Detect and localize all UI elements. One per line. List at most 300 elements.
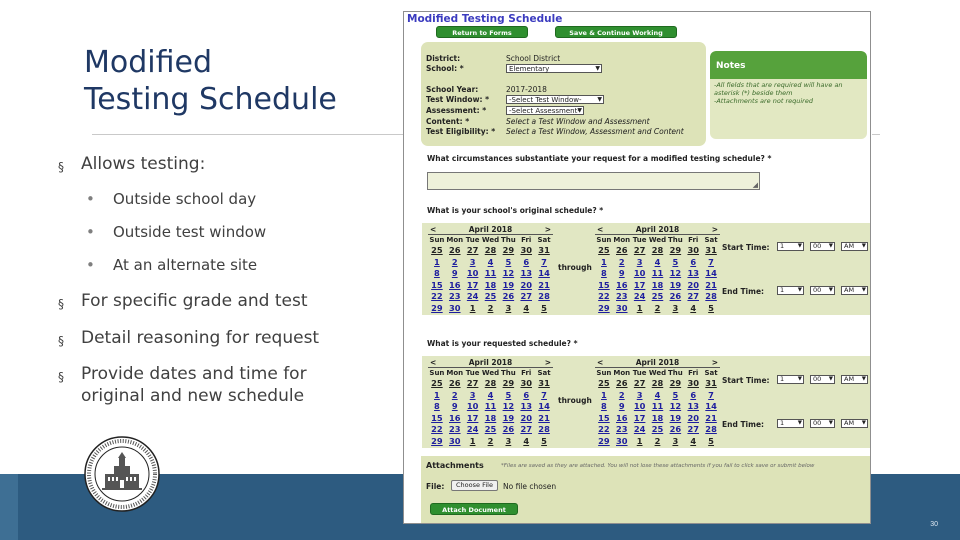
calendar-day[interactable]: 25 (431, 378, 443, 388)
requested-schedule (422, 356, 871, 448)
calendar-day[interactable]: 8 (434, 401, 440, 412)
calendar-day[interactable]: 12 (669, 401, 682, 412)
calendar-day[interactable]: 7 (541, 256, 547, 267)
calendar-day[interactable]: 1 (434, 389, 440, 400)
end-hour-select[interactable]: 1 ▼ (777, 286, 804, 295)
calendar-day[interactable]: 11 (651, 268, 664, 279)
bullet-marker-icon: § (58, 160, 64, 174)
calendar-day[interactable]: 7 (708, 256, 714, 267)
calendar-day[interactable]: 20 (520, 412, 532, 423)
requested-end-calendar[interactable] (595, 358, 720, 448)
calendar-day[interactable]: 3 (672, 435, 679, 446)
calendar-day[interactable]: 1 (469, 435, 476, 446)
calendar-day[interactable]: 19 (502, 279, 515, 290)
weekday-label: Mon (446, 236, 464, 244)
calendar-day[interactable]: 19 (669, 279, 682, 290)
calendar-day[interactable]: 3 (672, 302, 679, 313)
calendar-day[interactable]: 6 (690, 389, 697, 400)
calendar-day[interactable]: 25 (598, 245, 610, 255)
start-minute-select[interactable]: 00 ▼ (810, 375, 835, 384)
weekday-label: Wed (648, 369, 667, 377)
calendar-day[interactable]: 23 (616, 424, 628, 435)
choose-file-button[interactable]: Choose File (451, 480, 498, 491)
calendar-day[interactable]: 27 (466, 245, 479, 255)
calendar-month: April 2018 (468, 358, 513, 367)
school-select[interactable]: Elementary ▼ (506, 64, 602, 73)
calendar-day[interactable]: 11 (484, 401, 497, 412)
next-month-icon[interactable]: > (711, 225, 718, 234)
calendar-day[interactable]: 10 (466, 401, 479, 412)
calendar-day[interactable]: 2 (618, 256, 625, 267)
start-minute-select[interactable]: 00 ▼ (810, 242, 835, 251)
calendar-day[interactable]: 21 (538, 412, 550, 423)
calendar-days (428, 378, 553, 448)
calendar-day[interactable]: 17 (466, 412, 479, 423)
calendar-day[interactable]: 29 (598, 302, 610, 313)
calendar-day[interactable]: 2 (451, 389, 458, 400)
weekday-label: Sat (704, 369, 718, 377)
test-window-select[interactable]: -Select Test Window- ▼ (506, 95, 604, 104)
calendar-day[interactable]: 1 (636, 435, 643, 446)
sub-bullet-marker-icon: • (86, 256, 95, 274)
bullet-marker-icon: § (58, 370, 64, 384)
bullet-item: § Detail reasoning for request (58, 327, 319, 352)
weekday-label: Tue (632, 236, 647, 244)
prev-month-icon[interactable]: < (597, 225, 604, 234)
weekday-label: Tue (632, 369, 647, 377)
weekday-label: Thu (667, 369, 683, 377)
weekday-label: Tue (465, 236, 480, 244)
calendar-day[interactable]: 11 (484, 268, 497, 279)
attachments-note: *Files are saved as they are attached. You will not lose these attachments if you fail to click save or submit below (501, 463, 815, 469)
calendar-day[interactable]: 1 (636, 302, 643, 313)
calendar-day[interactable]: 5 (708, 302, 714, 313)
bullet-item: § For specific grade and test (58, 290, 308, 315)
circumstance-question: What circumstances substantiate your request for a modified testing schedule? * (427, 154, 772, 163)
calendar-day[interactable]: 25 (431, 245, 443, 255)
weekday-label: Sun (596, 236, 612, 244)
calendar-day[interactable]: 10 (466, 268, 479, 279)
end-ampm-select[interactable]: AM ▼ (841, 286, 868, 295)
calendar-day[interactable]: 21 (705, 279, 717, 290)
end-ampm-select[interactable]: AM ▼ (841, 419, 868, 428)
calendar-day[interactable]: 27 (466, 378, 479, 388)
calendar-day[interactable]: 15 (431, 412, 443, 423)
calendar-day[interactable]: 31 (705, 378, 717, 388)
end-hour-select[interactable]: 1 ▼ (777, 419, 804, 428)
calendar-day[interactable]: 4 (487, 256, 494, 267)
calendar-day[interactable]: 13 (687, 268, 699, 279)
assessment-select[interactable]: -Select Assessment- ▼ (506, 106, 584, 115)
calendar-day[interactable]: 2 (487, 302, 494, 313)
calendar-day[interactable]: 2 (654, 302, 661, 313)
weekday-label: Sun (429, 236, 445, 244)
weekday-label: Mon (613, 369, 631, 377)
calendar-day[interactable]: 28 (484, 245, 497, 255)
calendar-day[interactable]: 5 (541, 435, 547, 446)
district-label: District: (426, 54, 461, 63)
calendar-day[interactable]: 29 (669, 378, 682, 388)
calendar-day[interactable]: 30 (687, 378, 699, 388)
school-label: School: (426, 64, 458, 73)
calendar-weekdays (595, 235, 720, 245)
calendar-day[interactable]: 22 (431, 424, 443, 435)
slide-title-line1: Modified (84, 45, 213, 80)
calendar-day[interactable]: 9 (451, 268, 458, 279)
title-divider-right (872, 134, 880, 135)
requested-schedule-question: What is your requested schedule? * (427, 339, 578, 348)
calendar-day[interactable]: 26 (449, 245, 461, 255)
calendar-day[interactable]: 25 (484, 291, 497, 302)
bullet-marker-icon: § (58, 334, 64, 348)
calendar-day[interactable]: 31 (538, 378, 550, 388)
calendar-day[interactable]: 30 (687, 245, 699, 255)
bullet-item: § Allows testing: (58, 153, 205, 178)
attachments-panel (421, 456, 871, 524)
weekday-label: Sat (537, 369, 551, 377)
calendar-day[interactable]: 20 (520, 279, 532, 290)
calendar-day[interactable]: 28 (705, 424, 717, 435)
original-schedule-question: What is your school's original schedule? * (427, 206, 604, 215)
calendar-day[interactable]: 12 (669, 268, 682, 279)
content-label: Content: (426, 117, 463, 126)
calendar-day[interactable]: 29 (502, 245, 515, 255)
calendar-weekdays (428, 235, 553, 245)
calendar-day[interactable]: 18 (651, 279, 664, 290)
weekday-label: Mon (613, 236, 631, 244)
calendar-day[interactable]: 25 (484, 424, 497, 435)
school-info-panel: District: School District School: * Elementary ▼ School Year: 2017-2018 Test Window: * -Select Test Window- ▼ Assessment: * -Select Assessment- ▼ Content: * Select a Test Window and Assessment Test Eligibility: * Select a Test Window, Assessment and Content (421, 42, 706, 146)
eligibility-value: Select a Test Window, Assessment and Content (506, 127, 684, 136)
calendar-day[interactable]: 7 (708, 389, 714, 400)
assessment-label: Assessment: (426, 106, 480, 115)
calendar-day[interactable]: 25 (651, 291, 664, 302)
calendar-day[interactable]: 14 (538, 268, 550, 279)
department-seal-icon (84, 436, 160, 512)
calendar-day[interactable]: 22 (431, 291, 443, 302)
calendar-day[interactable]: 5 (505, 256, 512, 267)
start-ampm-select[interactable]: AM ▼ (841, 242, 868, 251)
calendar-day[interactable]: 1 (601, 256, 607, 267)
calendar-day[interactable]: 27 (633, 378, 646, 388)
through-label: through (558, 263, 592, 272)
calendar-day[interactable]: 15 (598, 412, 610, 423)
calendar-day[interactable]: 19 (669, 412, 682, 423)
weekday-label: Wed (648, 236, 667, 244)
calendar-day[interactable]: 24 (466, 291, 479, 302)
calendar-day[interactable]: 26 (449, 378, 461, 388)
calendar-day[interactable]: 2 (618, 389, 625, 400)
calendar-day[interactable]: 27 (687, 291, 699, 302)
return-to-forms-button[interactable]: Return to Forms (436, 26, 528, 38)
calendar-day[interactable]: 26 (616, 378, 628, 388)
calendar-day[interactable]: 13 (687, 401, 699, 412)
calendar-day[interactable]: 3 (469, 389, 476, 400)
calendar-day[interactable]: 1 (469, 302, 476, 313)
calendar-day[interactable]: 23 (449, 424, 461, 435)
weekday-label: Fri (688, 369, 699, 377)
calendar-day[interactable]: 5 (672, 256, 679, 267)
next-month-icon[interactable]: > (711, 358, 718, 367)
calendar-day[interactable]: 18 (484, 279, 497, 290)
calendar-day[interactable]: 21 (705, 412, 717, 423)
calendar-day[interactable]: 13 (520, 268, 532, 279)
sub-bullet-marker-icon: • (86, 223, 95, 241)
weekday-label: Wed (481, 369, 500, 377)
eligibility-label: Test Eligibility: (426, 127, 489, 136)
calendar-day[interactable]: 4 (690, 435, 697, 446)
calendar-day[interactable]: 8 (601, 401, 607, 412)
prev-month-icon[interactable]: < (430, 358, 437, 367)
calendar-day[interactable]: 5 (541, 302, 547, 313)
weekday-label: Fri (521, 369, 532, 377)
calendar-day[interactable]: 26 (669, 424, 682, 435)
calendar-day[interactable]: 2 (487, 435, 494, 446)
calendar-day[interactable]: 26 (502, 424, 515, 435)
weekday-label: Tue (465, 369, 480, 377)
calendar-day[interactable]: 17 (633, 279, 646, 290)
calendar-day[interactable]: 5 (708, 435, 714, 446)
calendar-day[interactable]: 28 (651, 378, 664, 388)
start-ampm-select[interactable]: AM ▼ (841, 375, 868, 384)
calendar-weekdays (428, 368, 553, 378)
calendar-day[interactable]: 22 (598, 424, 610, 435)
calendar-day[interactable]: 5 (672, 389, 679, 400)
form-title: Modified Testing Schedule (407, 13, 563, 25)
calendar-day[interactable]: 6 (690, 256, 697, 267)
end-minute-select[interactable]: 00 ▼ (810, 286, 835, 295)
calendar-day[interactable]: 27 (633, 245, 646, 255)
calendar-day[interactable]: 3 (505, 435, 512, 446)
calendar-day[interactable]: 9 (618, 268, 625, 279)
calendar-day[interactable]: 29 (669, 245, 682, 255)
calendar-day[interactable]: 7 (541, 389, 547, 400)
calendar-day[interactable]: 16 (616, 412, 628, 423)
calendar-day[interactable]: 16 (616, 279, 628, 290)
calendar-day[interactable]: 28 (484, 378, 497, 388)
calendar-day[interactable]: 30 (616, 435, 628, 446)
weekday-label: Thu (500, 369, 516, 377)
calendar-header (428, 358, 553, 368)
calendar-day[interactable]: 16 (449, 279, 461, 290)
weekday-label: Fri (688, 236, 699, 244)
attachments-title: Attachments (426, 461, 484, 470)
calendar-day[interactable]: 8 (601, 268, 607, 279)
weekday-label: Sun (429, 369, 445, 377)
calendar-day[interactable]: 26 (502, 291, 515, 302)
next-month-icon[interactable]: > (544, 358, 551, 367)
calendar-day[interactable]: 22 (598, 291, 610, 302)
calendar-day[interactable]: 17 (633, 412, 646, 423)
through-label: through (558, 396, 592, 405)
calendar-days (595, 378, 720, 448)
calendar-day[interactable]: 2 (654, 435, 661, 446)
original-end-calendar[interactable] (595, 225, 720, 315)
calendar-day[interactable]: 4 (654, 389, 661, 400)
calendar-day[interactable]: 25 (651, 424, 664, 435)
calendar-day[interactable]: 12 (502, 268, 515, 279)
calendar-day[interactable]: 31 (538, 245, 550, 255)
attach-document-button[interactable]: Attach Document (430, 503, 518, 515)
save-continue-button[interactable]: Save & Continue Working (555, 26, 677, 38)
calendar-day[interactable]: 23 (616, 291, 628, 302)
calendar-day[interactable]: 30 (520, 245, 532, 255)
calendar-day[interactable]: 28 (651, 245, 664, 255)
title-divider (92, 134, 404, 135)
calendar-day[interactable]: 3 (505, 302, 512, 313)
footer-band-accent (0, 474, 18, 540)
requested-start-calendar[interactable] (428, 358, 553, 448)
calendar-day[interactable]: 14 (705, 401, 717, 412)
weekday-label: Sat (704, 236, 718, 244)
calendar-month: April 2018 (635, 225, 680, 234)
calendar-day[interactable]: 9 (451, 401, 458, 412)
calendar-day[interactable]: 20 (687, 412, 699, 423)
sub-bullet-item: • Outside test window (86, 223, 267, 241)
calendar-day[interactable]: 24 (633, 291, 646, 302)
calendar-day[interactable]: 5 (505, 389, 512, 400)
calendar-day[interactable]: 30 (520, 378, 532, 388)
calendar-day[interactable]: 15 (598, 279, 610, 290)
calendar-day[interactable]: 17 (466, 279, 479, 290)
calendar-day[interactable]: 30 (449, 435, 461, 446)
calendar-day[interactable]: 30 (616, 302, 628, 313)
calendar-day[interactable]: 14 (705, 268, 717, 279)
calendar-day[interactable]: 24 (466, 424, 479, 435)
calendar-day[interactable]: 3 (636, 256, 643, 267)
slide-title (84, 44, 384, 118)
calendar-day[interactable]: 10 (633, 401, 646, 412)
calendar-day[interactable]: 4 (523, 435, 530, 446)
calendar-day[interactable]: 31 (705, 245, 717, 255)
calendar-day[interactable]: 29 (431, 302, 443, 313)
notes-text-2: -Attachments are not required (714, 97, 813, 105)
calendar-header (595, 358, 720, 368)
calendar-day[interactable]: 13 (520, 401, 532, 412)
weekday-label: Sat (537, 236, 551, 244)
calendar-day[interactable]: 29 (502, 378, 515, 388)
calendar-month: April 2018 (468, 225, 513, 234)
calendar-day[interactable]: 1 (601, 389, 607, 400)
weekday-label: Thu (667, 236, 683, 244)
calendar-header (595, 225, 720, 235)
page-number: 30 (930, 521, 938, 528)
sub-bullet-item: • Outside school day (86, 190, 257, 208)
calendar-day[interactable]: 27 (687, 424, 699, 435)
calendar-month: April 2018 (635, 358, 680, 367)
start-hour-select[interactable]: 1 ▼ (777, 375, 804, 384)
notes-title: Notes (710, 51, 867, 79)
calendar-day[interactable]: 2 (451, 256, 458, 267)
end-time-label: End Time: (722, 420, 765, 429)
test-window-label: Test Window: (426, 95, 483, 104)
calendar-day[interactable]: 29 (431, 435, 443, 446)
calendar-day[interactable]: 14 (538, 401, 550, 412)
original-schedule (422, 223, 871, 315)
calendar-day[interactable]: 27 (520, 291, 532, 302)
start-time-label: Start Time: (722, 376, 770, 385)
slide-title-line2: Testing Schedule (84, 82, 337, 117)
sub-bullet-marker-icon: • (86, 190, 95, 208)
weekday-label: Fri (521, 236, 532, 244)
prev-month-icon[interactable]: < (597, 358, 604, 367)
calendar-day[interactable]: 26 (669, 291, 682, 302)
end-time-label: End Time: (722, 287, 765, 296)
calendar-day[interactable]: 24 (633, 424, 646, 435)
content-value: Select a Test Window and Assessment (506, 117, 650, 126)
calendar-days (595, 245, 720, 315)
calendar-day[interactable]: 21 (538, 279, 550, 290)
no-file-text: No file chosen (503, 482, 557, 491)
calendar-day[interactable]: 6 (523, 389, 530, 400)
end-minute-select[interactable]: 00 ▼ (810, 419, 835, 428)
calendar-day[interactable]: 27 (520, 424, 532, 435)
district-value: School District (506, 54, 561, 63)
start-hour-select[interactable]: 1 ▼ (777, 242, 804, 251)
calendar-weekdays (595, 368, 720, 378)
next-month-icon[interactable]: > (544, 225, 551, 234)
original-start-calendar[interactable] (428, 225, 553, 315)
calendar-day[interactable]: 4 (654, 256, 661, 267)
calendar-day[interactable]: 16 (449, 412, 461, 423)
calendar-day[interactable]: 28 (538, 291, 550, 302)
calendar-day[interactable]: 4 (690, 302, 697, 313)
calendar-day[interactable]: 8 (434, 268, 440, 279)
resize-grip-icon[interactable]: ◢ (752, 181, 758, 189)
sub-bullet-item: • At an alternate site (86, 256, 258, 274)
calendar-day[interactable]: 11 (651, 401, 664, 412)
calendar-day[interactable]: 15 (431, 279, 443, 290)
calendar-day[interactable]: 18 (484, 412, 497, 423)
calendar-day[interactable]: 23 (449, 291, 461, 302)
calendar-day[interactable]: 28 (538, 424, 550, 435)
calendar-header (428, 225, 553, 235)
calendar-day[interactable]: 18 (651, 412, 664, 423)
calendar-day[interactable]: 30 (449, 302, 461, 313)
bullet-item: § Provide dates and time for original and new schedule (58, 364, 307, 406)
modified-testing-form (403, 11, 871, 524)
notes-text: -All fields that are required will have an asterisk (*) beside them (714, 81, 843, 97)
calendar-day[interactable]: 28 (705, 291, 717, 302)
circumstance-textarea[interactable] (427, 172, 760, 190)
weekday-label: Wed (481, 236, 500, 244)
start-time-label: Start Time: (722, 243, 770, 252)
bullet-marker-icon: § (58, 297, 64, 311)
calendar-days (428, 245, 553, 315)
file-label: File: (426, 482, 445, 491)
prev-month-icon[interactable]: < (430, 225, 437, 234)
calendar-day[interactable]: 25 (598, 378, 610, 388)
weekday-label: Sun (596, 369, 612, 377)
calendar-day[interactable]: 9 (618, 401, 625, 412)
notes-panel (710, 51, 867, 139)
weekday-label: Thu (500, 236, 516, 244)
calendar-day[interactable]: 1 (434, 256, 440, 267)
school-year-value: 2017-2018 (506, 85, 547, 94)
calendar-day[interactable]: 20 (687, 279, 699, 290)
calendar-day[interactable]: 4 (523, 302, 530, 313)
calendar-day[interactable]: 10 (633, 268, 646, 279)
calendar-day[interactable]: 6 (523, 256, 530, 267)
calendar-day[interactable]: 12 (502, 401, 515, 412)
calendar-day[interactable]: 4 (487, 389, 494, 400)
calendar-day[interactable]: 3 (469, 256, 476, 267)
calendar-day[interactable]: 29 (598, 435, 610, 446)
calendar-day[interactable]: 19 (502, 412, 515, 423)
school-year-label: School Year: (426, 85, 479, 94)
calendar-day[interactable]: 3 (636, 389, 643, 400)
calendar-day[interactable]: 26 (616, 245, 628, 255)
